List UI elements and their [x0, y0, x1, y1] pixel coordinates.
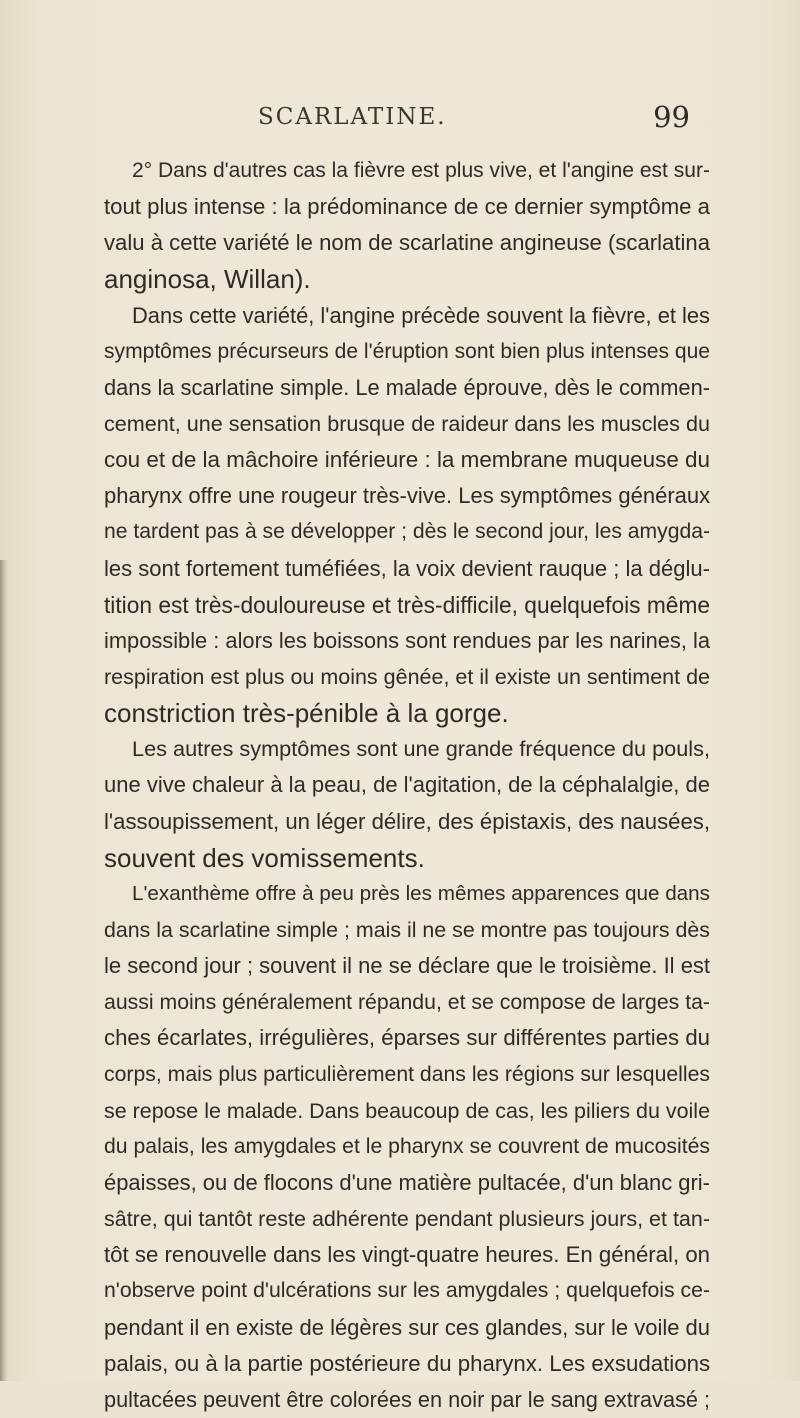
text-line: dans la scarlatine simple. Le malade éprouve, dès le commen-: [104, 374, 710, 400]
text-line: une vive chaleur à la peau, de l'agitation, de la céphalalgie, de: [104, 772, 710, 798]
text-line: tition est très-douloureuse et très-difficile, quelquefois même: [104, 591, 710, 618]
text-line: 2° Dans d'autres cas la fièvre est plus vive, et l'angine est sur-: [132, 159, 710, 182]
text-line: aussi moins généralement répandu, et se compose de larges ta-: [104, 990, 710, 1015]
text-line: épaisses, ou de flocons d'une matière pultacée, d'un blanc gri-: [104, 1169, 710, 1195]
text-line: respiration est plus ou moins gênée, et il existe un sentiment de: [104, 664, 710, 689]
text-line: cement, une sensation brusque de raideur dans les muscles du: [104, 410, 710, 436]
text-line: l'assoupissement, un léger délire, des épistaxis, des nausées,: [104, 808, 710, 834]
text-line: du palais, les amygdales et le pharynx se couvrent de mucosités: [104, 1134, 710, 1158]
text-line: constriction très-pénible à la gorge.: [104, 698, 509, 729]
body-text: [104, 153, 710, 1418]
running-head: [130, 100, 690, 140]
text-line: anginosa, Willan).: [104, 264, 311, 295]
text-line: n'observe point d'ulcérations sur les amygdales ; quelquefois ce-: [104, 1279, 710, 1303]
text-line: pharynx offre une rougeur très-vive. Les symptômes généraux: [104, 483, 711, 509]
text-line: impossible : alors les boissons sont rendues par les narines, la: [104, 627, 710, 653]
text-line: symptômes précurseurs de l'éruption sont bien plus intenses que: [104, 339, 710, 363]
text-line: pultacées peuvent être colorées en noir par le sang extravasé ;: [104, 1386, 711, 1412]
text-line: souvent des vomissements.: [104, 842, 425, 873]
text-line: palais, ou à la partie postérieure du pharynx. Les exsudations: [104, 1350, 711, 1376]
text-line: pendant il en existe de légères sur ces glandes, sur le voile du: [104, 1314, 710, 1340]
text-line: tôt se renouvelle dans les vingt-quatre heures. En général, on: [104, 1242, 710, 1268]
running-head-title: SCARLATINE.: [258, 104, 447, 130]
text-line: se repose le malade. Dans beaucoup de cas, les piliers du voile: [104, 1098, 710, 1123]
text-line: tout plus intense : la prédominance de ce dernier symptôme a: [104, 194, 710, 220]
text-line: ches écarlates, irrégulières, éparses sur différentes parties du: [104, 1025, 710, 1051]
text-line: cou et de la mâchoire inférieure : la membrane muqueuse du: [104, 447, 710, 473]
page-edge-shadow: [0, 560, 8, 1381]
text-line: dans la scarlatine simple ; mais il ne se montre pas toujours dès: [104, 917, 710, 942]
page-number: 99: [653, 100, 690, 134]
text-line: corps, mais plus particulièrement dans les régions sur lesquelles: [104, 1062, 710, 1086]
text-line: Dans cette variété, l'angine précède souvent la fièvre, et les: [132, 302, 710, 328]
text-line: L'exanthème offre à peu près les mêmes apparences que dans: [132, 881, 710, 905]
text-line: ne tardent pas à se développer ; dès le second jour, les amygda-: [104, 520, 710, 544]
text-line: le second jour ; souvent il ne se déclare que le troisième. Il est: [104, 953, 710, 979]
text-line: les sont fortement tuméfiées, la voix devient rauque ; la déglu-: [104, 555, 710, 581]
text-line: sâtre, qui tantôt reste adhérente pendant plusieurs jours, et tan-: [104, 1207, 710, 1232]
text-line: valu à cette variété le nom de scarlatine angineuse (scarlatina: [104, 230, 710, 256]
text-line: Les autres symptômes sont une grande fréquence du pouls,: [132, 736, 710, 762]
